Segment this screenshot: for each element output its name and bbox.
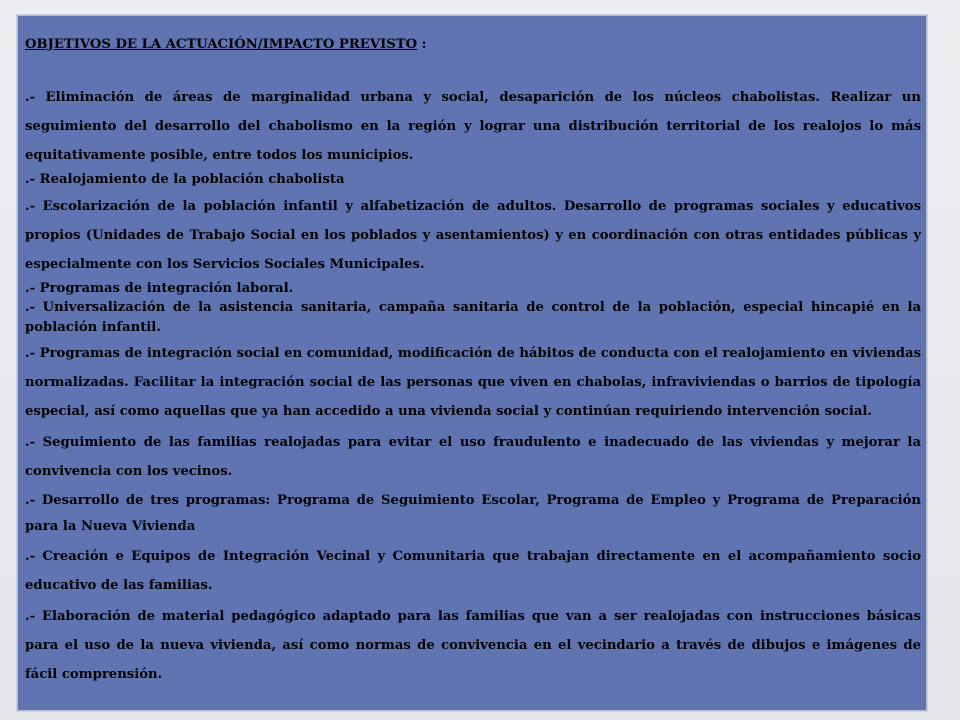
objective-item-2: .- Realojamiento de la población chabolista: [25, 172, 345, 187]
section-heading-suffix: :: [417, 37, 427, 52]
objective-item-1: .- Eliminación de áreas de marginalidad urbana y social, desaparición de los núcleos chabolistas. Realizar un seguimiento del desarrollo del chabolismo en la región y lograr una distribución territorial de los realojos lo más equitativamente posible, entre todos los municipios.: [25, 90, 921, 163]
objective-item-9: .- Creación e Equipos de Integración Vecinal y Comunitaria que trabajan directamente en el acompañamiento socio educativo de las familias.: [25, 549, 921, 593]
objective-item-6: .- Programas de integración social en comunidad, modificación de hábitos de conducta con el realojamiento en viviendas normalizadas. Facilitar la integración social de las personas que viven en chabolas, infraviviendas o barrios de tipología especial, así como aquellas que ya han accedido a una vivienda social y continúan requiriendo intervención social.: [25, 346, 921, 419]
objective-item-3: .- Escolarización de la población infantil y alfabetización de adultos. Desarrollo de programas sociales y educativos propios (Unidades de Trabajo Social en los poblados y asentamientos) y en coordinación con otras entidades públicas y especialmente con los Servicios Sociales Municipales.: [25, 198, 921, 272]
section-heading-title: OBJETIVOS DE LA ACTUACIÓN/IMPACTO PREVISTO: [25, 37, 418, 52]
section-heading: [25, 37, 921, 53]
objective-item-5: .- Universalización de la asistencia sanitaria, campaña sanitaria de control de la población, especial hincapié en la población infantil.: [25, 300, 921, 335]
objective-item-4: .- Programas de integración laboral.: [25, 280, 294, 296]
objective-item-7: .- Seguimiento de las familias realojadas para evitar el uso fraudulento e inadecuado de las viviendas y mejorar la convivencia con los vecinos.: [25, 435, 921, 479]
objective-item-8: .- Desarrollo de tres programas: Programa de Seguimiento Escolar, Programa de Empleo y Programa de Preparación para la Nueva Vivienda: [25, 493, 921, 534]
objectives-panel: [16, 14, 928, 712]
objective-item-10: .- Elaboración de material pedagógico adaptado para las familias que van a ser realojadas con instrucciones básicas para el uso de la nueva vivienda, así como normas de convivencia en el vecindario a través de dibujos e imágenes de fácil comprensión.: [25, 609, 921, 682]
